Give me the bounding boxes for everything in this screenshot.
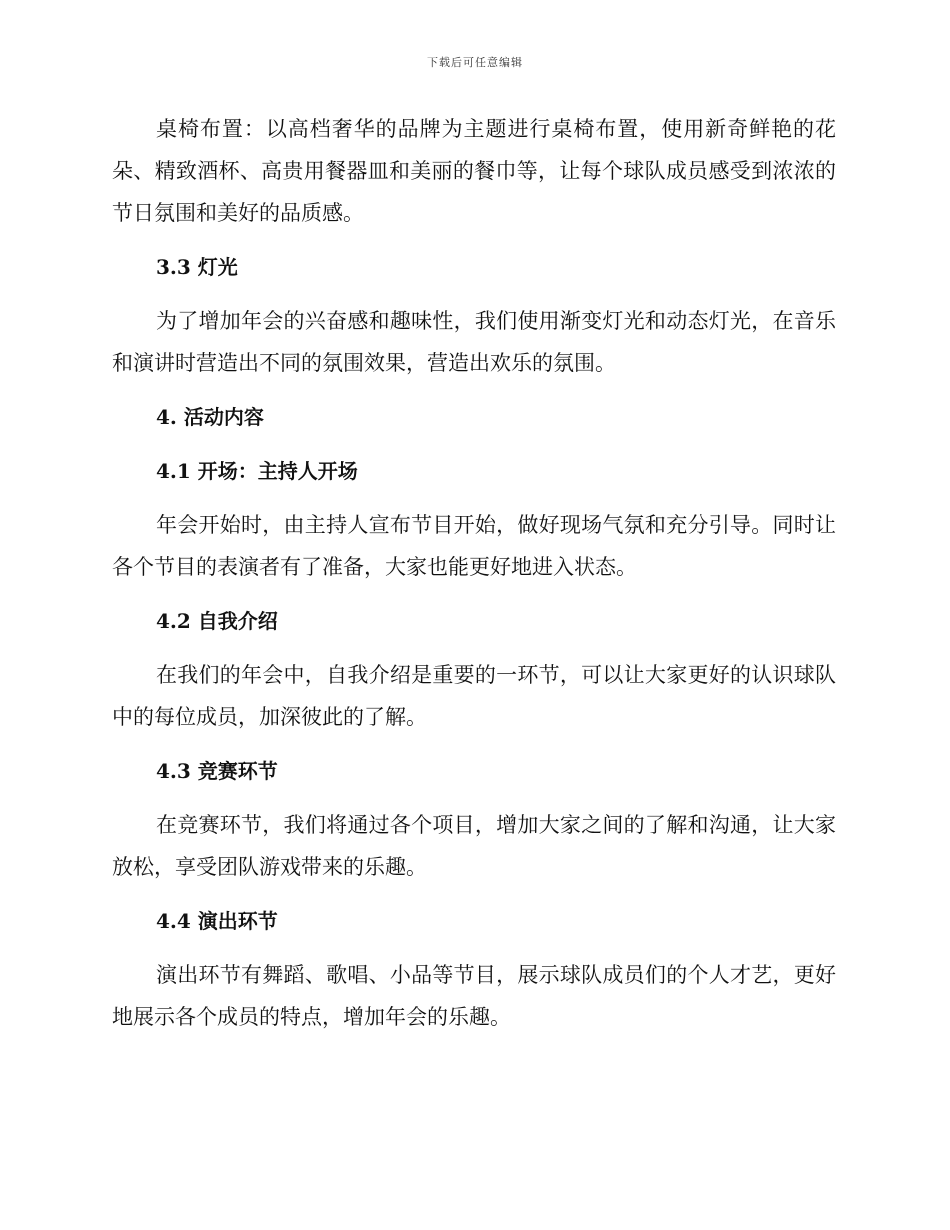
heading-performance: 4.4 演出环节 (156, 909, 278, 933)
header-note: 下载后可任意编辑 (427, 56, 523, 69)
heading-opening: 4.1 开场：主持人开场 (156, 459, 358, 483)
paragraph-performance: 演出环节有舞蹈、歌唱、小品等节目，展示球队成员们的个人才艺，更好地展示各个成员的特点，增加年会的乐趣。 (112, 963, 836, 1029)
heading-self-intro: 4.2 自我介绍 (156, 609, 278, 633)
paragraph-table-setup: 桌椅布置：以高档奢华的品牌为主题进行桌椅布置，使用新奇鲜艳的花朵、精致酒杯、高贵用餐器皿和美丽的餐巾等，让每个球队成员感受到浓浓的节日氛围和美好的品质感。 (112, 117, 836, 225)
document-body (112, 108, 836, 1050)
heading-lighting: 3.3 灯光 (156, 255, 238, 279)
heading-activities: 4. 活动内容 (156, 405, 264, 429)
heading-competition: 4.3 竞赛环节 (156, 759, 278, 783)
paragraph-lighting: 为了增加年会的兴奋感和趣味性，我们使用渐变灯光和动态灯光，在音乐和演讲时营造出不同的氛围效果，营造出欢乐的氛围。 (112, 309, 836, 375)
paragraph-opening: 年会开始时，由主持人宣布节目开始，做好现场气氛和充分引导。同时让各个节目的表演者有了准备，大家也能更好地进入状态。 (112, 513, 836, 579)
paragraph-competition: 在竞赛环节，我们将通过各个项目，增加大家之间的了解和沟通，让大家放松，享受团队游戏带来的乐趣。 (112, 813, 836, 879)
paragraph-self-intro: 在我们的年会中，自我介绍是重要的一环节，可以让大家更好的认识球队中的每位成员，加深彼此的了解。 (112, 663, 836, 729)
